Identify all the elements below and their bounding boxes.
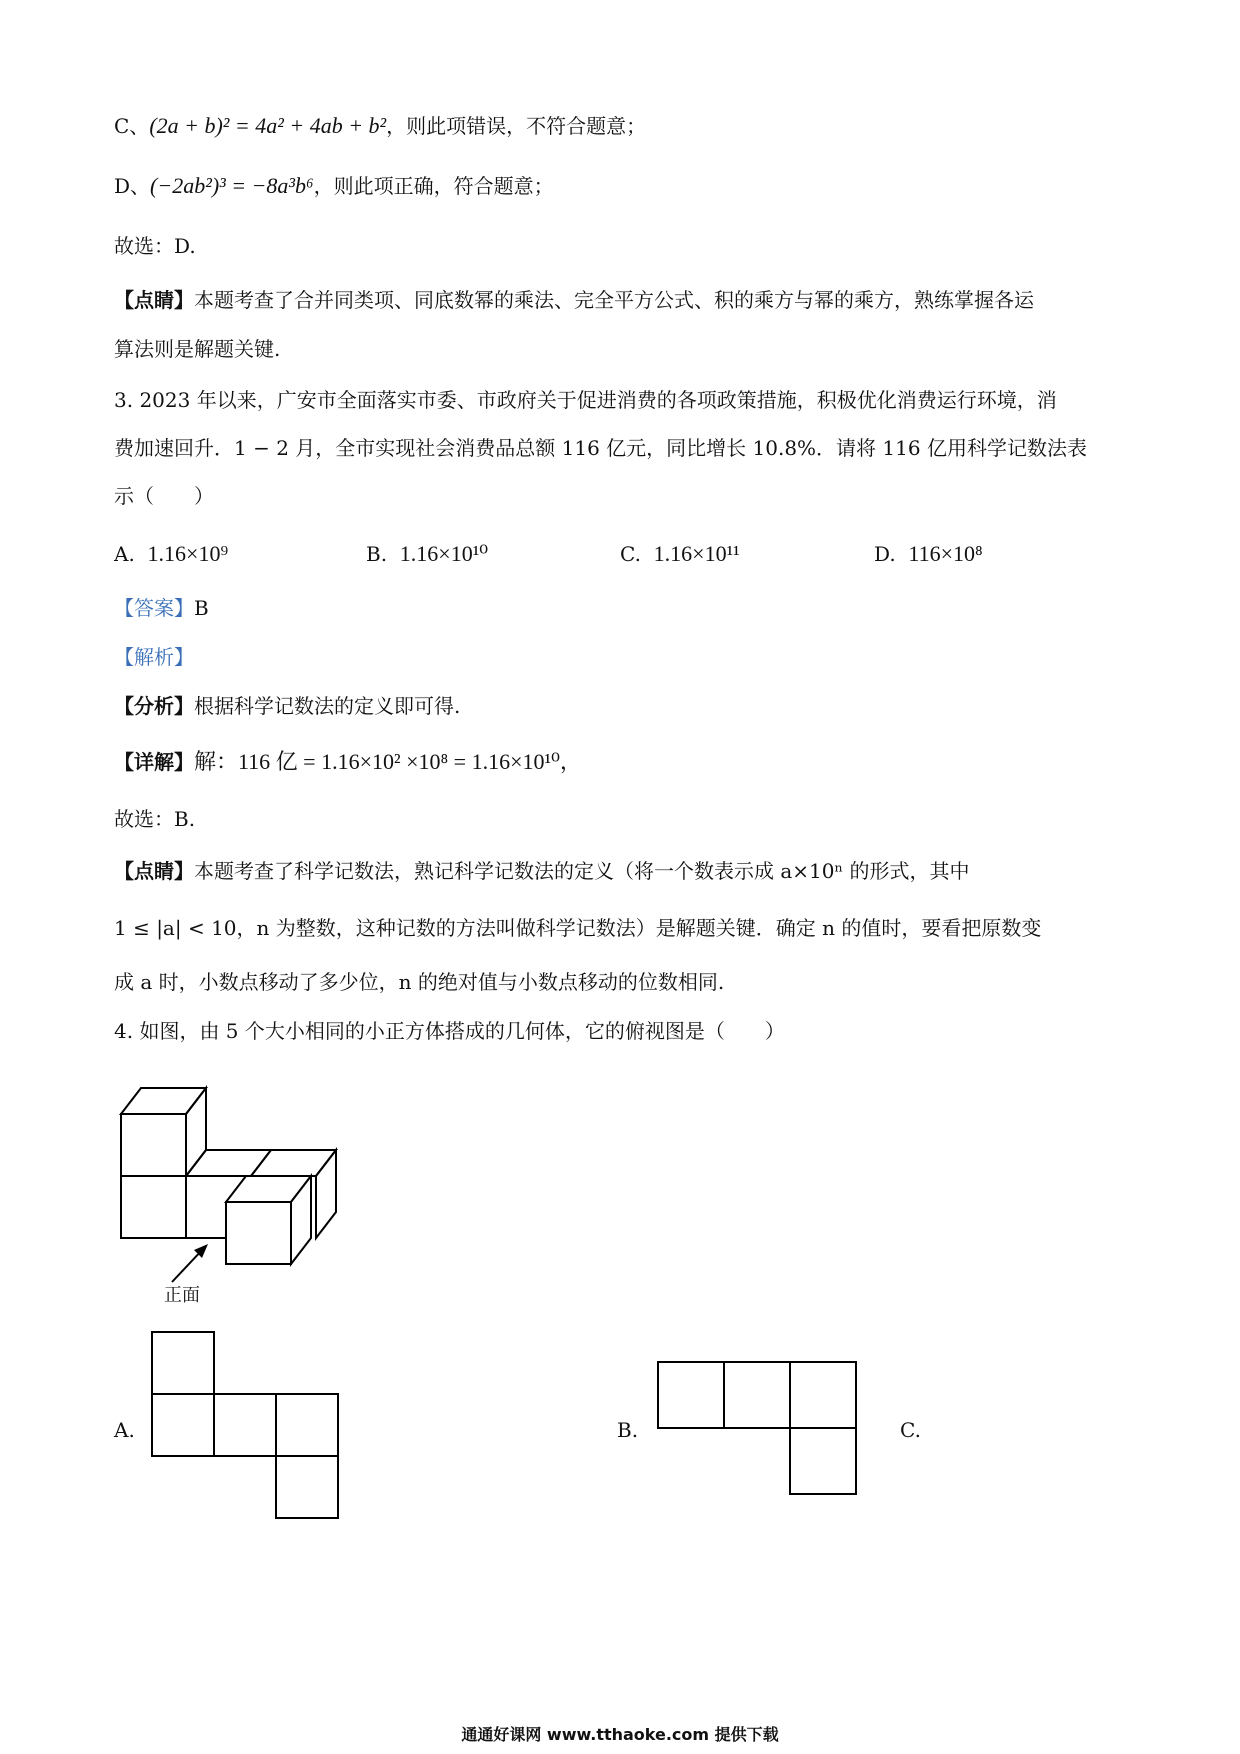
- tip-line-2b: 1 ≤ |a| < 10，n 为整数，这种记数的方法叫做科学记数法）是解题关键．确定 n 的值时，要看把原数变: [114, 916, 1042, 940]
- option-d-line: [114, 172, 554, 200]
- tip-tag: 【点睛】: [114, 859, 194, 883]
- fenxi-tag: 【分析】: [114, 694, 194, 718]
- q3-option-b: [366, 540, 488, 568]
- analysis-tag: 【解析】: [114, 645, 194, 669]
- fenxi-line: [114, 692, 460, 720]
- tip-text: 本题考查了科学记数法，熟记科学记数法的定义（将一个数表示成 a×10ⁿ 的形式，其中: [194, 859, 970, 883]
- option-label: C.: [620, 542, 641, 566]
- xiangjie-line: [114, 748, 582, 776]
- option-value: 116×10⁸: [908, 541, 983, 566]
- math-expression: (2a + b)² = 4a² + 4ab + b²: [149, 113, 387, 138]
- front-label: 正面: [164, 1285, 200, 1306]
- xiangjie-text: 解：116 亿 = 1.16×10² ×10⁸ = 1.16×10¹⁰，: [194, 749, 582, 774]
- option-label: B.: [366, 542, 388, 566]
- page-footer: 通通好课网 www.tthaoke.com 提供下载: [461, 1725, 779, 1744]
- option-value: 1.16×10⁹: [147, 541, 229, 566]
- choose-line-1: 故选：D.: [114, 234, 196, 258]
- q4-option-b-label: B.: [617, 1418, 639, 1442]
- option-value: 1.16×10¹⁰: [399, 541, 489, 566]
- answer-value: B: [194, 596, 209, 620]
- option-label: A.: [114, 542, 135, 566]
- answer-tag: 【答案】: [114, 596, 194, 620]
- q3-stem-b: 费加速回升．1 − 2 月，全市实现社会消费品总额 116 亿元，同比增长 10.8%．请将 116 亿用科学记数法表: [114, 436, 1087, 460]
- q4-option-a-label: A.: [114, 1418, 135, 1442]
- tip-line-2a: [114, 857, 970, 885]
- q3-option-c: [620, 540, 740, 568]
- q3-option-d: [874, 540, 983, 568]
- q4-option-b-figure: [656, 1360, 856, 1500]
- option-label: C、: [114, 114, 150, 138]
- q3-stem-c: 示（ ）: [114, 484, 214, 508]
- tip-line-1b: 算法则是解题关键.: [114, 337, 281, 361]
- tip-line-2c: 成 a 时，小数点移动了多少位，n 的绝对值与小数点移动的位数相同.: [114, 970, 725, 994]
- option-text: ，则此项错误，不符合题意；: [386, 114, 647, 138]
- q4-option-a-figure: [150, 1330, 350, 1530]
- tip-tag: 【点睛】: [114, 288, 194, 312]
- tip-line-1a: [114, 286, 1034, 314]
- option-label: D.: [874, 542, 896, 566]
- choose-line-2: 故选：B.: [114, 807, 196, 831]
- q4-option-c-label: C.: [900, 1418, 921, 1442]
- xiangjie-tag: 【详解】: [114, 750, 194, 774]
- tip-text: 本题考查了合并同类项、同底数幂的乘法、完全平方公式、积的乘方与幂的乘方，熟练掌握各运: [194, 288, 1034, 312]
- answer-line: [114, 594, 209, 622]
- math-expression: (−2ab²)³ = −8a³b⁶: [150, 173, 314, 198]
- option-c-line: [114, 112, 646, 140]
- option-text: ，则此项正确，符合题意；: [313, 174, 554, 198]
- option-label: D、: [114, 174, 151, 198]
- cube-solid-figure: [114, 1070, 354, 1240]
- option-value: 1.16×10¹¹: [653, 541, 740, 566]
- q3-stem-a: 3. 2023 年以来，广安市全面落实市委、市政府关于促进消费的各项政策措施，积极优化消费运行环境，消: [114, 388, 1057, 412]
- q3-option-a: [114, 540, 228, 568]
- fenxi-text: 根据科学记数法的定义即可得.: [194, 694, 461, 718]
- q4-stem: 4. 如图，由 5 个大小相同的小正方体搭成的几何体，它的俯视图是（ ）: [114, 1019, 785, 1043]
